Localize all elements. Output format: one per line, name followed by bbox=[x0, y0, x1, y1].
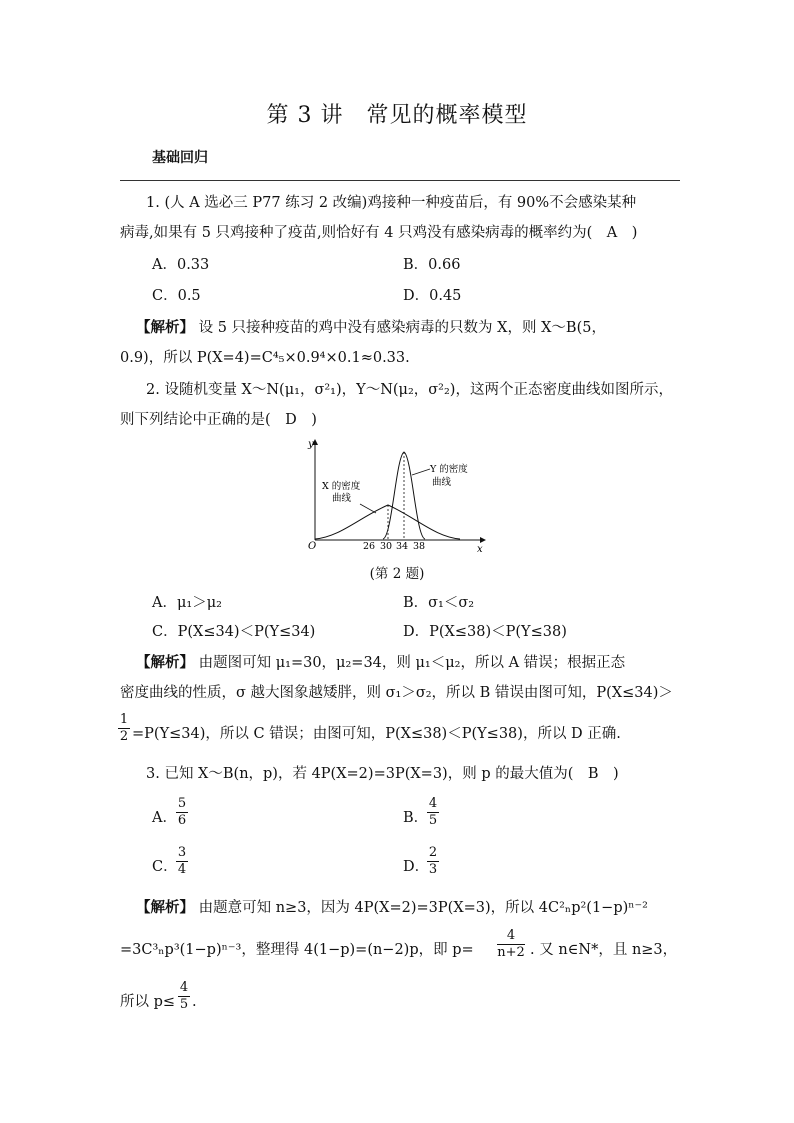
tick-38: 38 bbox=[413, 541, 426, 552]
q1-option-d: D．0.45 bbox=[403, 288, 462, 304]
x-axis-label: x bbox=[477, 544, 483, 552]
fraction-denominator: 6 bbox=[177, 813, 187, 828]
q3-option-c-label: C． bbox=[152, 859, 178, 875]
q3-analysis-line2b: . 又 n∈N*，且 n≥3， bbox=[530, 942, 678, 958]
q3-analysis-line3-fraction bbox=[178, 980, 190, 1013]
q1-analysis-tag: 【解析】 bbox=[136, 320, 194, 336]
q2-analysis-text: 由题图可知 μ₁=30，μ₂=34，则 μ₁＜μ₂，所以 A 错误；根据正态 bbox=[198, 655, 626, 671]
fraction-numerator: 1 bbox=[119, 712, 129, 727]
q2-stem-line1: 2. 设随机变量 X～N(μ₁，σ²₁)，Y～N(μ₂，σ²₂)，这两个正态密度曲线如图所示， bbox=[146, 382, 673, 398]
q3-analysis-tag: 【解析】 bbox=[136, 900, 194, 916]
q1-analysis-text: 设 5 只接种疫苗的鸡中没有感染病毒的只数为 X，则 X～B(5， bbox=[198, 320, 606, 336]
figure-caption: (第 2 题) bbox=[369, 566, 425, 582]
y-axis-label: y bbox=[308, 439, 314, 450]
q2-analysis-line1 bbox=[136, 653, 625, 673]
q2-option-b: B．σ₁＜σ₂ bbox=[403, 595, 475, 611]
y-curve-label-line2: 曲线 bbox=[432, 477, 452, 488]
q3-stem: 3. 已知 X～B(n，p)，若 4P(X=2)=3P(X=3)，则 p 的最大值为( B ) bbox=[146, 766, 619, 782]
y-label-pointer bbox=[412, 469, 430, 475]
q3-analysis-fraction bbox=[497, 928, 525, 961]
normal-density-figure bbox=[300, 437, 495, 552]
fraction-denominator: 4 bbox=[177, 862, 187, 877]
x-label-pointer bbox=[360, 504, 376, 513]
x-density-curve bbox=[315, 505, 460, 539]
fraction-numerator: 3 bbox=[177, 845, 187, 860]
fraction-numerator: 4 bbox=[179, 980, 189, 995]
q2-analysis-tag: 【解析】 bbox=[136, 655, 194, 671]
fraction-denominator: 5 bbox=[428, 813, 438, 828]
q3-option-b-fraction bbox=[427, 796, 439, 829]
q3-option-d-fraction bbox=[427, 845, 439, 878]
q3-option-c-fraction bbox=[176, 845, 188, 878]
q1-stem-line1: 1. (人 A 选必三 P77 练习 2 改编)鸡接种一种疫苗后，有 90%不会感染某种 bbox=[146, 195, 637, 211]
q3-analysis-line3b: . bbox=[192, 994, 197, 1010]
q1-analysis-line1 bbox=[136, 318, 606, 338]
q2-fraction-half bbox=[118, 712, 130, 745]
fraction-numerator: 4 bbox=[428, 796, 438, 811]
x-axis-arrow bbox=[480, 537, 486, 543]
tick-34: 34 bbox=[396, 541, 409, 552]
origin-label: O bbox=[308, 541, 317, 552]
q1-option-b: B．0.66 bbox=[403, 257, 461, 273]
q2-analysis-line2: 密度曲线的性质，σ 越大图象越矮胖，则 σ₁＞σ₂，所以 B 错误由图可知，P(X≤34)＞ bbox=[120, 685, 673, 701]
tick-30: 30 bbox=[380, 541, 393, 552]
fraction-denominator: 5 bbox=[179, 997, 189, 1012]
q3-analysis-line2a: =3C³ₙp³(1−p)ⁿ⁻³，整理得 4(1−p)=(n−2)p，即 p= bbox=[120, 942, 474, 958]
q3-analysis-line3a: 所以 p≤ bbox=[120, 994, 176, 1010]
fraction-numerator: 2 bbox=[428, 845, 438, 860]
q1-option-c: C．0.5 bbox=[152, 288, 201, 304]
fraction-numerator: 4 bbox=[497, 928, 525, 945]
x-curve-label-line1: X 的密度 bbox=[322, 481, 361, 492]
q3-option-a-label: A． bbox=[152, 810, 177, 826]
y-curve-label-line1: Y 的密度 bbox=[430, 464, 468, 475]
fraction-denominator: 3 bbox=[428, 862, 438, 877]
x-curve-label-line2: 曲线 bbox=[332, 493, 352, 504]
q1-analysis-line2: 0.9)，所以 P(X=4)=C⁴₅×0.9⁴×0.1≈0.33. bbox=[120, 350, 410, 366]
q2-stem-line2: 则下列结论中正确的是( D ) bbox=[120, 412, 317, 428]
fraction-numerator: 5 bbox=[177, 796, 187, 811]
q2-analysis-line3: =P(Y≤34)，所以 C 错误；由图可知，P(X≤38)＜P(Y≤38)，所以 D 正确. bbox=[132, 726, 621, 742]
q3-analysis-line1 bbox=[136, 898, 648, 918]
fraction-denominator: n+2 bbox=[497, 945, 525, 960]
section-heading: 基础回归 bbox=[152, 150, 208, 166]
q3-option-a-fraction bbox=[176, 796, 188, 829]
q2-option-c: C．P(X≤34)＜P(Y≤34) bbox=[152, 624, 316, 640]
q3-option-b-label: B． bbox=[403, 810, 429, 826]
q1-stem-line2: 病毒,如果有 5 只鸡接种了疫苗,则恰好有 4 只鸡没有感染病毒的概率约为( A ) bbox=[120, 225, 638, 241]
divider bbox=[120, 180, 680, 181]
page-title: 第 3 讲 常见的概率模型 bbox=[266, 103, 528, 128]
fraction-denominator: 2 bbox=[119, 729, 129, 744]
q1-option-a: A．0.33 bbox=[152, 257, 210, 273]
q3-option-d-label: D． bbox=[403, 859, 430, 875]
q2-option-d: D．P(X≤38)＜P(Y≤38) bbox=[403, 624, 567, 640]
q2-option-a: A．μ₁＞μ₂ bbox=[152, 595, 222, 611]
q3-analysis-text: 由题意可知 n≥3，因为 4P(X=2)=3P(X=3)，所以 4C²ₙp²(1−p)ⁿ⁻² bbox=[198, 900, 648, 916]
tick-26: 26 bbox=[363, 541, 376, 552]
